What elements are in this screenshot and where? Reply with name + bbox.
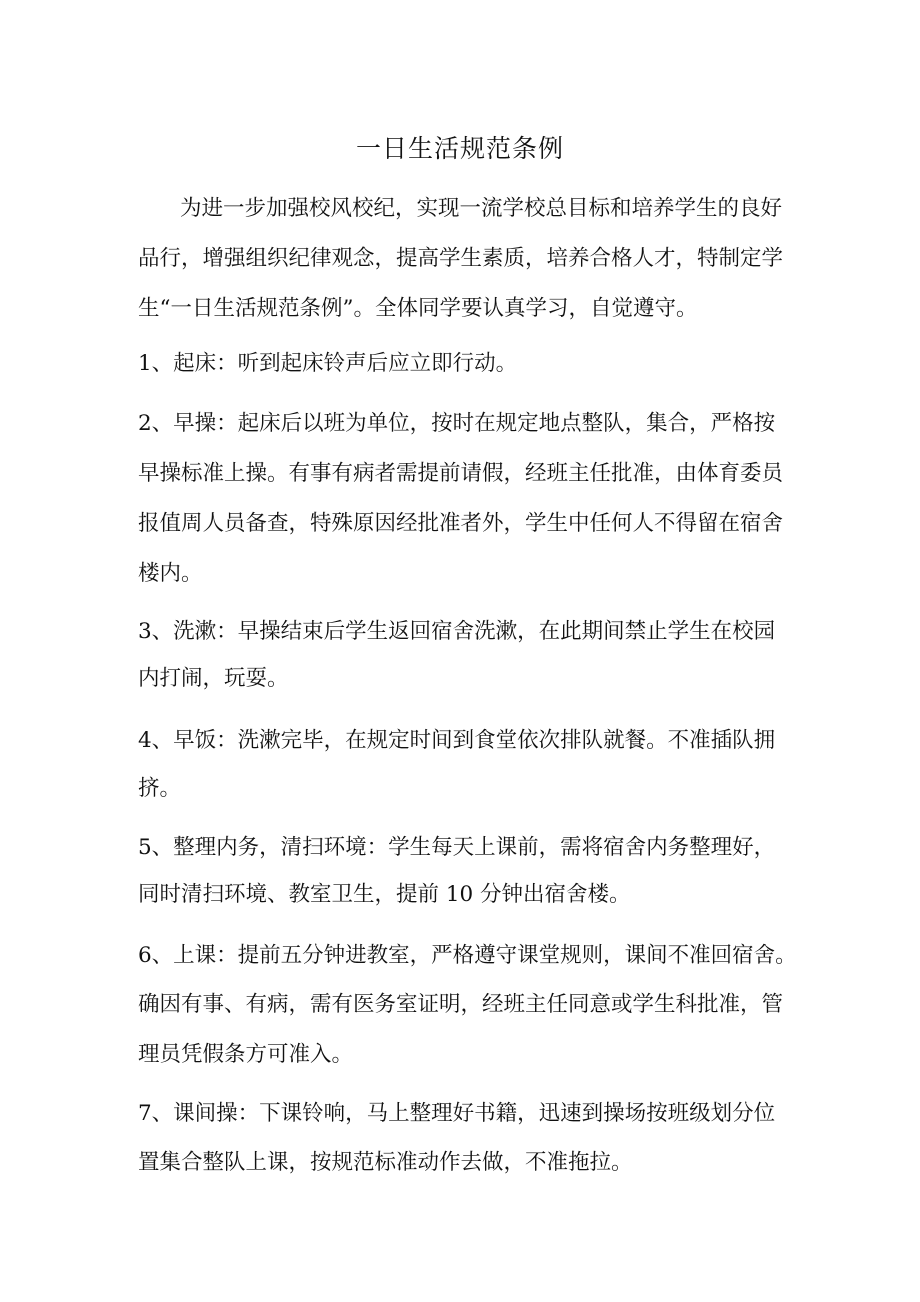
rule-item-1: 1、起床：听到起床铃声后应立即行动。 xyxy=(138,351,518,376)
rule-item-3: 3、洗漱：早操结束后学生返回宿舍洗漱，在此期间禁止学生在校园 xyxy=(138,619,776,644)
rule-item-6-cont: 确因有事、有病，需有医务室证明，经班主任同意或学生科批准，管 xyxy=(138,992,784,1017)
intro-line: 生“一日生活规范条例”。全体同学要认真学习，自觉遵守。 xyxy=(138,296,698,321)
document-title: 一日生活规范条例 xyxy=(355,134,564,163)
rule-item-2-cont: 报值周人员备查，特殊原因经批准者外，学生中任何人不得留在宿舍 xyxy=(138,511,784,536)
intro-line: 品行，增强组织纪律观念，提高学生素质，培养合格人才，特制定学 xyxy=(138,246,784,271)
rule-item-2-cont: 早操标准上操。有事有病者需提前请假，经班主任批准，由体育委员 xyxy=(138,461,784,486)
intro-line: 为进一步加强校风校纪，实现一流学校总目标和培养学生的良好 xyxy=(180,196,783,221)
rule-item-4-cont: 挤。 xyxy=(138,776,182,801)
rule-item-3-cont: 内打闹，玩耍。 xyxy=(138,666,289,691)
rule-item-2: 2、早操：起床后以班为单位，按时在规定地点整队，集合，严格按 xyxy=(138,411,776,436)
rule-item-6-cont: 理员凭假条方可准入。 xyxy=(138,1042,354,1067)
rule-item-4: 4、早饭：洗漱完毕，在规定时间到食堂依次排队就餐。不准插队拥 xyxy=(138,728,776,753)
rule-item-6: 6、上课：提前五分钟进教室，严格遵守课堂规则，课间不准回宿舍。 xyxy=(138,943,797,968)
rule-item-5-cont: 同时清扫环境、教室卫生，提前 10 分钟出宿舍楼。 xyxy=(138,882,631,907)
rule-item-5: 5、整理内务，清扫环境：学生每天上课前，需将宿舍内务整理好， xyxy=(138,835,776,860)
rule-item-7-cont: 置集合整队上课，按规范标准动作去做，不准拖拉。 xyxy=(138,1150,633,1175)
rule-item-2-cont: 楼内。 xyxy=(138,561,203,586)
rule-item-7: 7、课间操：下课铃响，马上整理好书籍，迅速到操场按班级划分位 xyxy=(138,1101,776,1126)
